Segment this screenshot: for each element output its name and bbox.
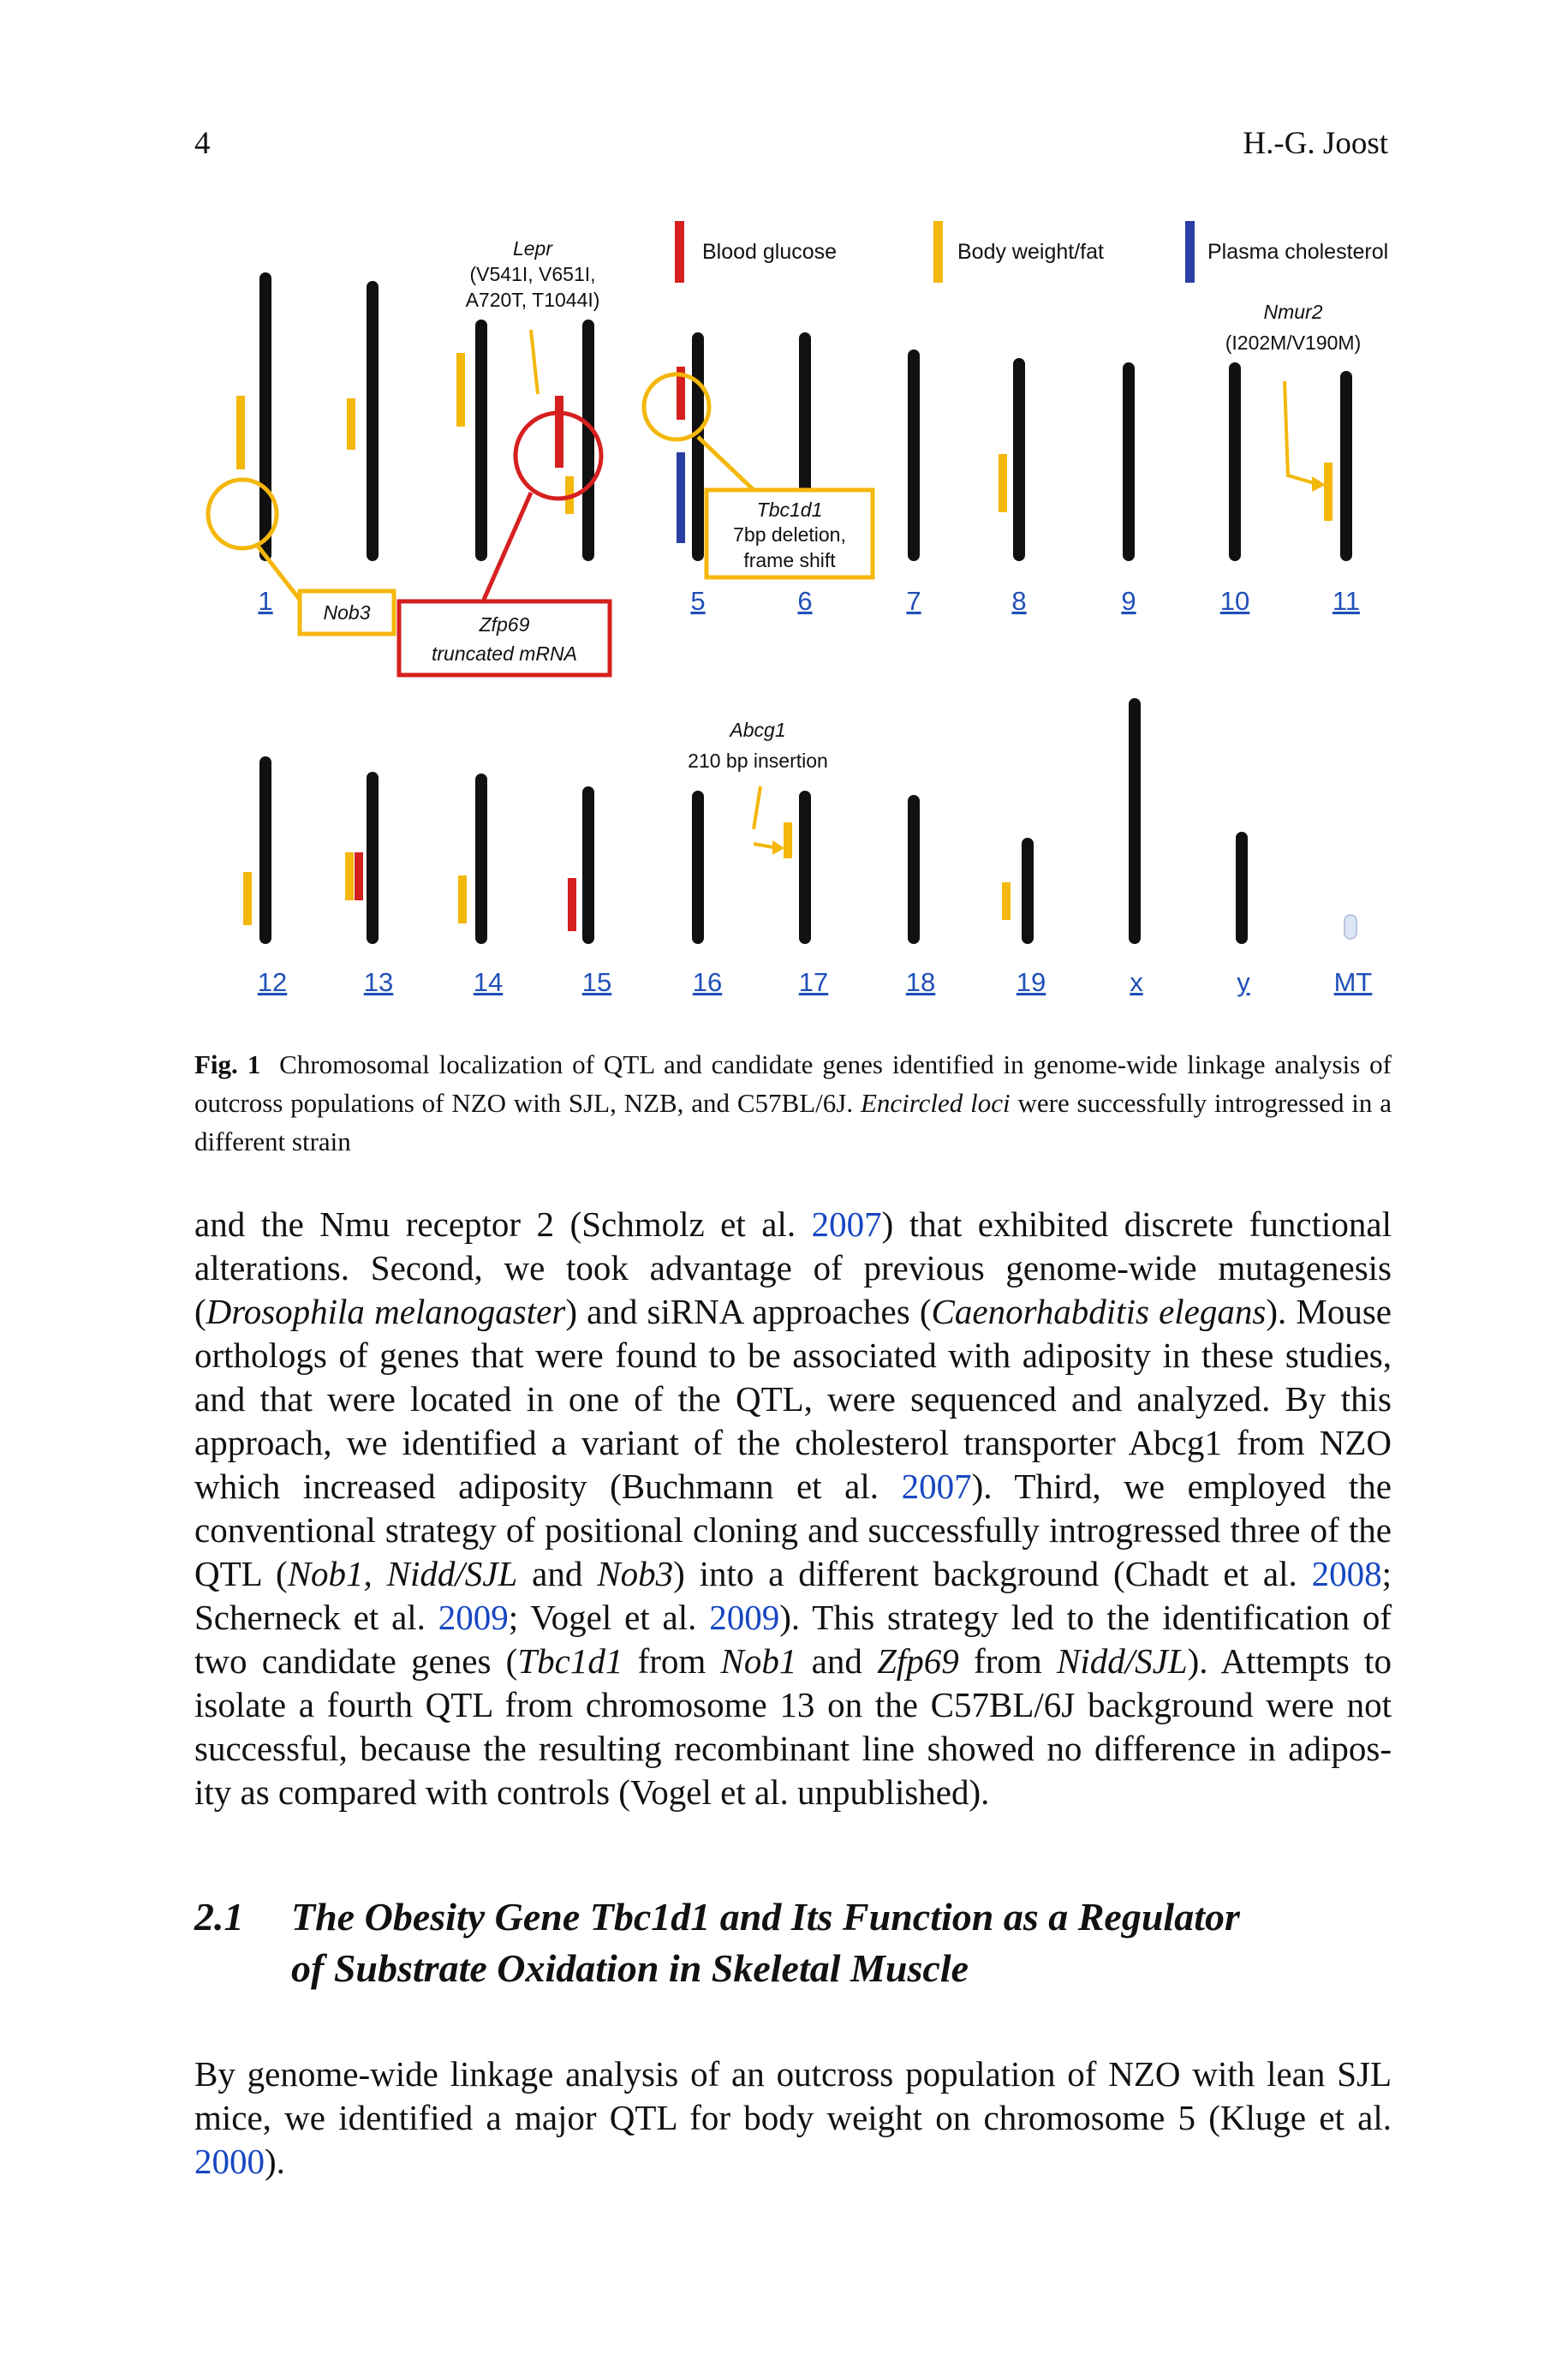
chr-label-6: 6 bbox=[797, 586, 813, 616]
italic-run: Nidd/SJL bbox=[1057, 1641, 1188, 1681]
italic-run: Drosophila melanogaster bbox=[206, 1292, 566, 1331]
text-run: ; Scherneck et al. bbox=[194, 1554, 1392, 1637]
chr-label-8: 8 bbox=[1011, 586, 1027, 616]
chr-label-13: 13 bbox=[363, 967, 394, 997]
citation-link[interactable]: 2000 bbox=[194, 2142, 265, 2181]
chromosome-figure bbox=[0, 0, 1568, 1028]
chr-label-11: 11 bbox=[1332, 586, 1361, 616]
caption-text: Chromosomal localization of QTL and candidate genes identified in genome-wide linkage analysis of outcross populations of NZO with SJL, NZB, and C57BL/6J. bbox=[194, 1049, 1392, 1118]
nmur2-pointer bbox=[1285, 381, 1317, 484]
text-run: from bbox=[958, 1641, 1057, 1681]
qtl-chr1-body-weight bbox=[236, 396, 245, 469]
citation-link[interactable]: 2007 bbox=[811, 1204, 882, 1244]
nmur2-arrowhead bbox=[1312, 476, 1326, 492]
zfp69-connector bbox=[484, 493, 531, 600]
text-run: ) and siRNA approaches ( bbox=[565, 1292, 932, 1331]
italic-run: Tbc1d1 bbox=[517, 1641, 623, 1681]
section-title-line-2: of Substrate Oxidation in Skeletal Muscle bbox=[291, 1946, 969, 1990]
text-run: and bbox=[796, 1641, 878, 1681]
section-number: 2.1 bbox=[194, 1895, 244, 1939]
legend-swatch-blood-glucose bbox=[675, 221, 684, 283]
lepr-variants-1: (V541I, V651I, bbox=[469, 263, 596, 285]
text-run: ). Third, we employed the conventional strategy of positional cloning and successfully introgressed three of the QTL ( bbox=[194, 1467, 1392, 1593]
text-run: ). This strategy led to the identification of two candidate genes ( bbox=[194, 1598, 1392, 1681]
section-title-line-1: The Obesity Gene Tbc1d1 and Its Function as a Regulator bbox=[291, 1895, 1240, 1939]
tbc1d1-detail-1: 7bp deletion, bbox=[733, 523, 846, 546]
citation-link[interactable]: 2007 bbox=[901, 1467, 972, 1506]
qtl-chr2-body-weight bbox=[347, 398, 355, 450]
zfp69-detail: truncated mRNA bbox=[431, 642, 578, 665]
nob3-label: Nob3 bbox=[323, 601, 371, 624]
abcg1-arrowhead bbox=[772, 840, 784, 855]
chr-label-15: 15 bbox=[581, 967, 612, 997]
citation-link[interactable]: 2008 bbox=[1311, 1554, 1382, 1593]
nmur2-variants: (I202M/V190M) bbox=[1225, 332, 1362, 354]
nmur2-gene-name: Nmur2 bbox=[1263, 301, 1323, 323]
tbc1d1-detail-2: frame shift bbox=[743, 549, 836, 571]
chr-label-19: 19 bbox=[1016, 967, 1046, 997]
chr-label-9: 9 bbox=[1121, 586, 1136, 616]
chr-label-14: 14 bbox=[473, 967, 504, 997]
text-run: By genome-wide linkage analysis of an outcross population of NZO with lean SJL mice, we identified a major QTL for body weight on chromosome 5 (Kluge et al. bbox=[194, 2054, 1392, 2137]
qtl-chr19-body-weight bbox=[1002, 882, 1011, 920]
chr-label-7: 7 bbox=[906, 586, 921, 616]
figure-caption bbox=[194, 1045, 1392, 1161]
citation-link[interactable]: 2009 bbox=[438, 1598, 509, 1637]
qtl-chr8-body-weight bbox=[999, 454, 1007, 512]
legend-body-weight: Body weight/fat bbox=[957, 240, 1104, 264]
text-run: and bbox=[517, 1554, 598, 1593]
abcg1-detail: 210 bp insertion bbox=[688, 750, 828, 772]
italic-run: Nob3 bbox=[597, 1554, 674, 1593]
text-run: ). Attempts to isolate a fourth QTL from chromosome 13 on the C57BL/6J background were not successful, because the resulting recombinant line showed no difference in adipos-ity as compared with controls (Vogel et al. unpublished). bbox=[194, 1641, 1392, 1812]
chr-label-16: 16 bbox=[692, 967, 723, 997]
qtl-chr12-body-weight bbox=[243, 872, 252, 925]
chr-label-17: 17 bbox=[798, 967, 829, 997]
text-run: ) into a different background (Chadt et al. bbox=[673, 1554, 1312, 1593]
chr-label-y: y bbox=[1237, 967, 1250, 997]
chromosome-labels-row-2 bbox=[258, 967, 1373, 997]
qtl-chr3-body-weight bbox=[456, 353, 465, 427]
legend-blood-glucose: Blood glucose bbox=[702, 240, 838, 264]
section-title bbox=[291, 1891, 1404, 1994]
abcg1-gene-name: Abcg1 bbox=[730, 719, 786, 741]
text-run: ; Vogel et al. bbox=[508, 1598, 710, 1637]
lepr-gene-name: Lepr bbox=[512, 237, 553, 260]
chr-label-mt: MT bbox=[1333, 967, 1373, 997]
lepr-variants-2: A720T, T1044I) bbox=[465, 289, 600, 311]
running-author: H.-G. Joost bbox=[1243, 126, 1388, 161]
tbc1d1-label: Tbc1d1 bbox=[756, 499, 823, 521]
paragraph-2 bbox=[194, 2052, 1392, 2184]
qtl-chr4-blood-glucose bbox=[555, 396, 563, 468]
caption-italic: Encircled loci bbox=[860, 1088, 1011, 1118]
lepr-pointer bbox=[531, 330, 538, 394]
chr-label-10: 10 bbox=[1219, 586, 1250, 616]
chr-label-5: 5 bbox=[690, 586, 706, 616]
tbc1d1-connector bbox=[698, 437, 754, 490]
italic-run: Caenorhabditis elegans bbox=[931, 1292, 1267, 1331]
qtl-chr15-blood-glucose bbox=[568, 878, 576, 931]
zfp69-label: Zfp69 bbox=[479, 613, 530, 636]
text-run: ). Mouse orthologs of genes that were found to be associated with adiposity in these studies, and that were located in one of the QTL, were sequenced and analyzed. By this approach, we identified a variant of the cholesterol transporter Abcg1 from NZO which increased adiposity (Buchmann et al. bbox=[194, 1292, 1392, 1506]
italic-run: Nob1 bbox=[720, 1641, 797, 1681]
text-run: from bbox=[623, 1641, 721, 1681]
page-number: 4 bbox=[194, 126, 211, 161]
qtl-chr5-cholesterol bbox=[677, 452, 685, 543]
qtl-chr11-body-weight bbox=[1324, 463, 1333, 521]
citation-link[interactable]: 2009 bbox=[709, 1598, 780, 1637]
abcg1-pointer bbox=[754, 786, 760, 829]
text-run: and the Nmu receptor 2 (Schmolz et al. bbox=[194, 1204, 812, 1244]
chromosome-mt bbox=[1344, 915, 1356, 939]
qtl-chr13-blood-glucose bbox=[355, 852, 363, 900]
qtl-chr14-body-weight bbox=[458, 875, 467, 923]
qtl-chr13-body-weight bbox=[345, 852, 354, 900]
italic-run: Nob1, Nidd/SJL bbox=[287, 1554, 518, 1593]
legend-swatch-body-weight bbox=[933, 221, 943, 283]
chr-label-1: 1 bbox=[258, 586, 273, 616]
italic-run: Zfp69 bbox=[877, 1641, 959, 1681]
text-run: ) that exhibited discrete functional alterations. Second, we took advantage of previous genome-wide mutagenesis ( bbox=[194, 1204, 1392, 1331]
chr-label-12: 12 bbox=[257, 967, 288, 997]
legend-swatch-cholesterol bbox=[1185, 221, 1195, 283]
legend-cholesterol: Plasma cholesterol bbox=[1207, 240, 1389, 264]
chr-label-x: x bbox=[1130, 967, 1143, 997]
chromosome-row-2 bbox=[265, 704, 1356, 939]
qtl-chr17-body-weight bbox=[784, 822, 792, 858]
caption-end: were successfully introgressed in a different strain bbox=[194, 1088, 1392, 1156]
paragraph-1 bbox=[194, 1203, 1392, 1814]
text-run: ). bbox=[265, 2142, 285, 2181]
caption-label: Fig. 1 bbox=[194, 1049, 261, 1079]
chr-label-18: 18 bbox=[905, 967, 936, 997]
